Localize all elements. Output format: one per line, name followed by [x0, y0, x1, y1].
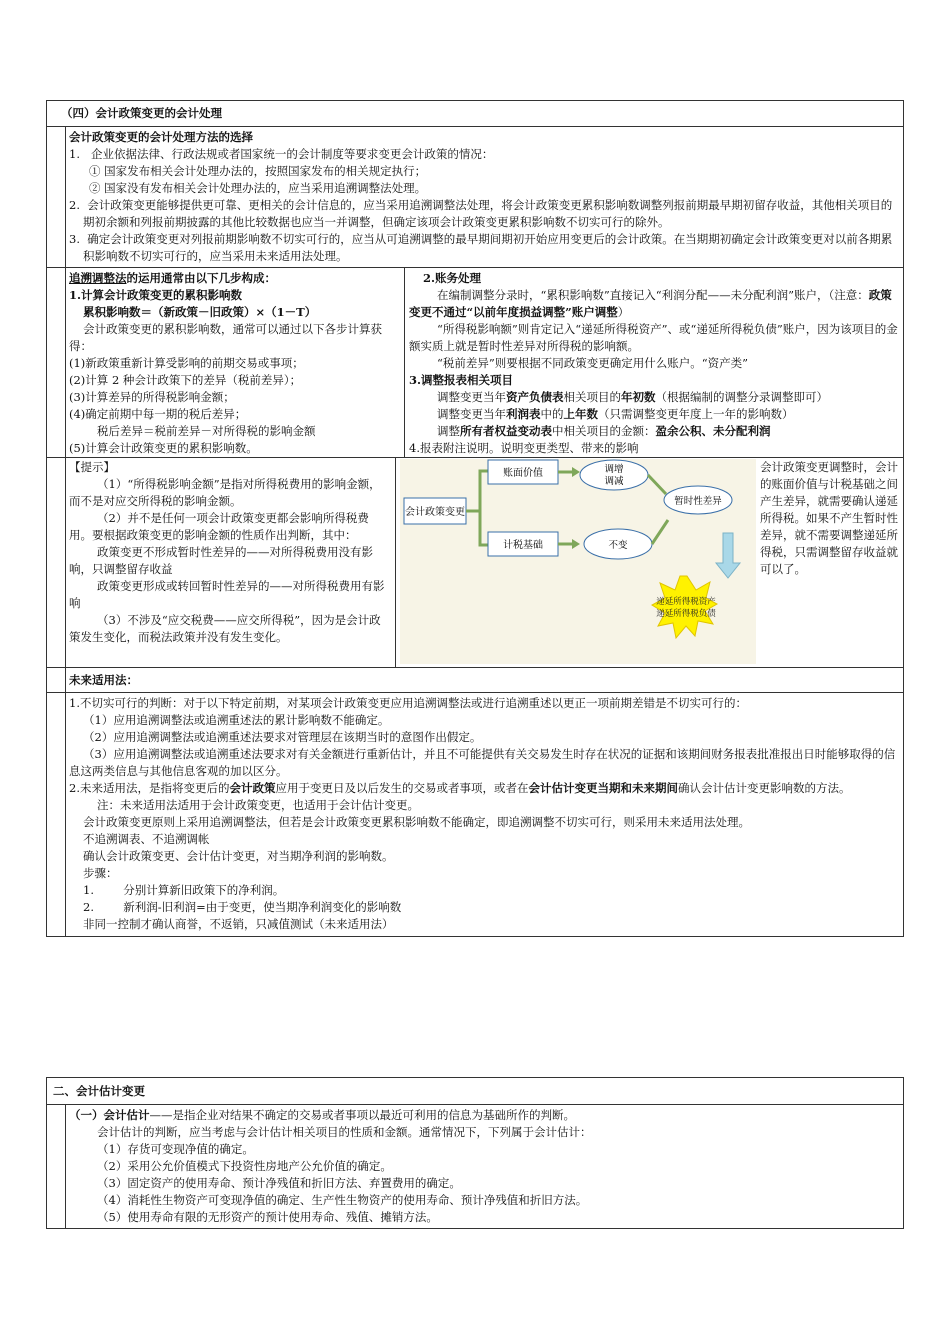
- svg-text:递延所得税负债: 递延所得税负债: [656, 609, 716, 619]
- estimate-body-row: [47, 1104, 903, 1228]
- method-title: 会计政策变更的会计处理方法的选择: [69, 130, 253, 144]
- tips-row: [47, 457, 903, 667]
- steps-row: [47, 267, 903, 457]
- estimate-title: 二、会计估计变更: [53, 1084, 145, 1098]
- accounting-steps: 2.账务处理 在编制调整分录时，“累积影响数”直接记入“利润分配——未分配利润”账户，（注意：政策变更不通过“以前年度损益调整”账户调整） “所得税影响额”则肯定记入“递延所得税资产”、或“递延所得税负债”账户，因为该项目的金额实质上就是暂时性差异对所得税的影响额。 “税前差异”则要根据不同政策变更确定用什么账户。“资产类” 3.调整报表相关项目 调整变更当年资产负债表相关项目的年初数（根据编制的调整分录调整即可） 调整变更当年利润表中的上年数（只需调整变更年度上一年的影响数） 调整所有者权益变动表中相关项目的金额：盈余公积、未分配利润 4.报表附注说明。说明变更类型、带来的影响: [409, 271, 898, 455]
- svg-text:计税基础: 计税基础: [503, 540, 543, 551]
- method-selection-cell: [66, 127, 903, 267]
- estimate-title-row: [47, 1078, 903, 1104]
- estimate-body: （一）会计估计——是指企业对结果不确定的交易或者事项以最近可利用的信息为基础所作的判断。 会计估计的判断，应当考虑与会计估计相关项目的性质和金额。通常情况下，下列属于会计估计： （1）存货可变现净值的确定。 （2）采用公允价值模式下投资性房地产公允价值的确定。 （3）固定资产的使用寿命、预计净残值和折旧方法、弃置费用的确定。 （4）消耗性生物资产可变现净值的确定、生产性生物资产的使用寿命、预计净残值和折旧方法。 （5）使用寿命有限的无形资产的预计使用寿命、残值、摊销方法。: [69, 1108, 592, 1224]
- step-4: 4.报表附注说明。说明变更类型、带来的影响: [409, 441, 639, 455]
- future-body: 1.不切实可行的判断：对于以下特定前期，对某项会计政策变更应用追溯调整法或进行追溯重述以更正一项前期差错是不切实可行的： （1）应用追溯调整法或追溯重述法的累计影响数不能确定。 （2）应用追溯调整法或追溯重述法要求对管理层在该期当时的意图作出假定。 （3）应用追溯调整法或追溯重述法要求对有关金额进行重新估计，并且不可能提供有关交易发生时存在状况的证据和该期间财务报表批准报出日时能够取得的信息这两类信息与其他信息客观的加以区分。 2.未来适用法，是指将变更后的会计政策应用于变更日及以后发生的交易或者事项，或者在会计估计变更当期和未来期间确认会计估计变更影响数的方法。 注：未来适用法适用于会计政策变更，也适用于会计估计变更。 会计政策变更原则上采用追溯调整法，但若是会计政策变更累积影响数不能确定，即追溯调整不切实可行，则采用未来适用法处理。 不追溯调表、不追溯调帐 确认会计政策变更、会计估计变更，对当期净利润的影响数。 步骤： 1. 分别计算新旧政策下的净利润。 2. 新利润-旧利润=由于变更，使当期净利润变化的影响数 非同一控制才确认商誉，不返销，只减值测试（未来适用法）: [69, 696, 896, 931]
- svg-text:暂时性差异: 暂时性差异: [674, 496, 722, 507]
- policy-change-table: [46, 100, 904, 937]
- future-body-row: [47, 692, 903, 936]
- retro-steps: 追溯调整法的运用通常由以下几步构成： 1.计算会计政策变更的累积影响数 累积影响数＝（新政策－旧政策）×（1－T） 会计政策变更的累积影响数，通常可以通过以下各步计算获得： (1)新政策重新计算受影响的前期交易或事项； (2)计算 2 种会计政策下的差异（税前差异）； (3)计算差异的所得税影响金额； (4)确定前期中每一期的税后差异； 税后差异＝税前差异－对所得税的影响金额 (5)计算会计政策变更的累积影响数。: [66, 268, 405, 457]
- svg-text:调增: 调增: [604, 464, 624, 475]
- method-item-2: 2. 会计政策变更能够提供更可靠、更相关的会计信息的，应当采用追溯调整法处理，将会计政策变更累积影响数调整列报前期最早期初留存收益，其他相关项目的期初余额和列报前期披露的其他比较数据也应当一并调整，但确定该项会计政策变更累积影响数不切实可行的除外。: [69, 198, 893, 229]
- svg-text:账面价值: 账面价值: [503, 468, 543, 479]
- estimate-change-table: [46, 1077, 904, 1229]
- step-2-title: 2.账务处理: [423, 271, 482, 285]
- cumulative-desc: 会计政策变更的累积影响数，通常可以通过以下各步计算获得：: [69, 322, 382, 353]
- method-item-1a: ① 国家发布相关会计处理办法的，按照国家发布的相关规定执行；: [89, 164, 427, 178]
- tax-diagram-svg: [396, 458, 758, 667]
- retro-method-term: 追溯调整法: [69, 271, 127, 285]
- section-title: （四）会计政策变更的会计处理: [61, 106, 222, 120]
- svg-text:会计政策变更: 会计政策变更: [405, 507, 465, 518]
- diagram-side-note: 会计政策变更调整时，会计的账面价值与计税基础之间产生差异，就需要确认递延所得税。如果不产生暂时性差异，就不需要调整递延所得税，只需调整留存收益就可以了。: [760, 460, 898, 576]
- step-1-title: 1.计算会计政策变更的累积影响数: [69, 288, 243, 302]
- section-title-row: [47, 101, 903, 126]
- svg-text:不变: 不变: [608, 540, 628, 551]
- method-item-3: 3. 确定会计政策变更对列报前期影响数不切实可行的，应当从可追溯调整的最早期间期初开始应用变更后的会计政策。在当期期初确定会计政策变更对以前各期累积影响数不切实可行的，应当采用未来适用法处理。: [69, 232, 893, 263]
- method-selection-row: [47, 126, 903, 267]
- tips-title: 【提示】: [69, 460, 115, 474]
- cumulative-formula: 累积影响数＝（新政策－旧政策）×（1－T）: [83, 305, 317, 319]
- tax-diagram: [396, 458, 758, 667]
- svg-text:调减: 调减: [604, 476, 624, 487]
- method-item-1b: ② 国家没有发布相关会计处理办法的，应当采用追溯调整法处理。: [89, 181, 427, 195]
- future-title: 未来适用法：: [69, 673, 138, 687]
- svg-text:递延所得税资产: 递延所得税资产: [656, 597, 716, 607]
- tips-cell: 【提示】 （1）“所得税影响金额”是指对所得税费用的影响金额，而不是对应交所得税的影响金额。 （2）并不是任何一项会计政策变更都会影响所得税费用。要根据政策变更的影响金额的性质作出判断，其中： 政策变更不形成暂时性差异的——对所得税费用没有影响，只调整留存收益 政策变更形成或转回暂时性差异的——对所得税费用有影响 （3）不涉及“应交税费——应交所得税”，因为是会计政策发生变化，而税法政策并没有发生变化。: [66, 458, 396, 667]
- future-title-row: [47, 667, 903, 692]
- step-3-title: 3.调整报表相关项目: [409, 373, 514, 387]
- method-item-1: 1. 企业依据法律、行政法规或者国家统一的会计制度等要求变更会计政策的情况：: [69, 147, 494, 161]
